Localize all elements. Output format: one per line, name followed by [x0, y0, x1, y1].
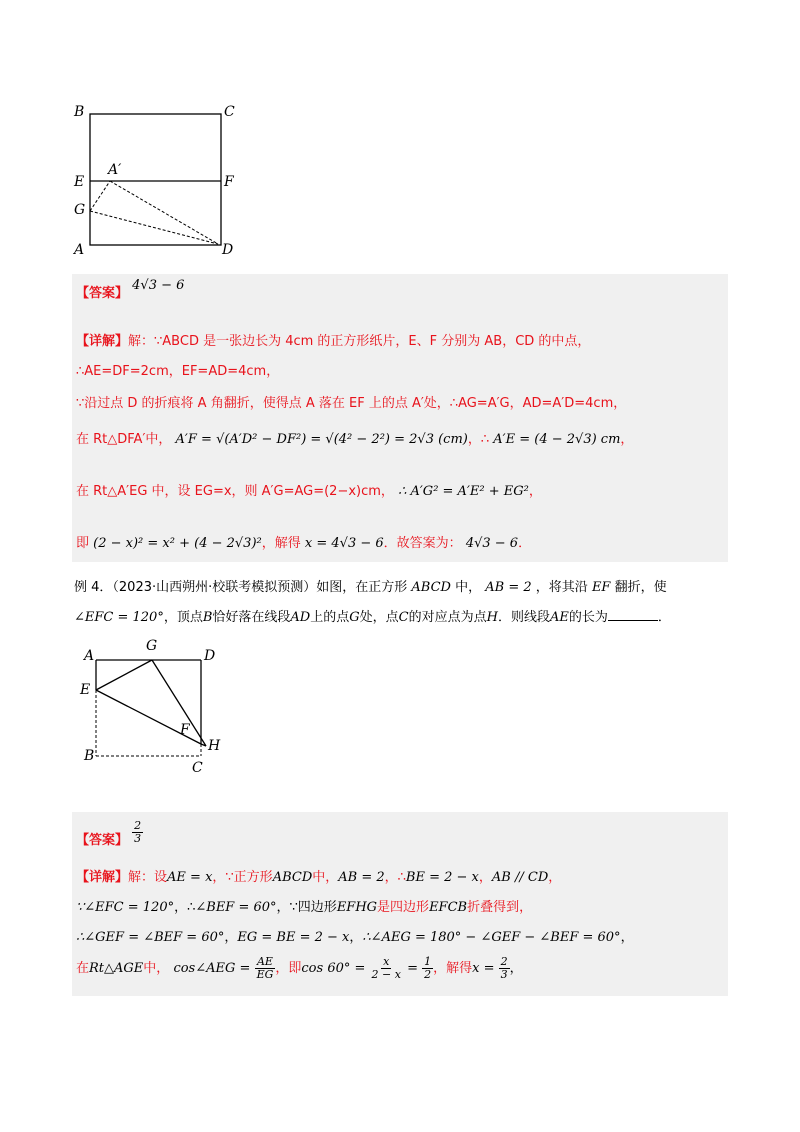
answer-2-den: 3 — [134, 832, 142, 845]
ex4-l1-c: ，将其沿 — [535, 580, 588, 595]
detail-1-line-3 — [76, 392, 626, 411]
d2-l4-frac-ae-eg — [255, 956, 276, 981]
d2-l1-m4: BE = 2 − x — [405, 870, 479, 885]
detail-1-line-4-prefix: 在 Rt△DFA′中， — [76, 432, 172, 447]
answer-2-tag: 【答案】 — [76, 833, 129, 848]
ex4-l2-b: 恰好落在线段 — [212, 610, 291, 625]
d2-l4-m3: cos 60° = — [301, 961, 366, 976]
frac1-den: EG — [256, 968, 274, 981]
answer-2-fraction — [132, 820, 143, 845]
fig2-label-c: C — [192, 760, 203, 776]
d2-l2-m2: ∠BEF = 60° — [195, 900, 277, 915]
example-4-line-2 — [74, 606, 671, 625]
fold-a1-d — [110, 181, 218, 244]
ex4-l1-m1: ABCD — [411, 580, 451, 595]
d2-l2-m3: EFHG — [336, 900, 378, 915]
d2-l3-m3: ∴∠AEG = 180° − ∠GEF − ∠BEF = 60° — [362, 930, 621, 945]
detail-1-line-5 — [76, 480, 542, 499]
fig2-label-b: B — [84, 748, 95, 764]
fig1-label-d: D — [222, 242, 234, 258]
detail-1-line-6 — [76, 532, 531, 551]
ex4-l2-m1: ∠EFC = 120° — [74, 610, 164, 625]
seg-eg — [96, 660, 152, 690]
detail-1-line-5-math: ∴ A′G² = A′E² + EG² — [398, 484, 529, 499]
solution-block-1 — [72, 274, 728, 562]
d2-l3-b: ， — [349, 930, 363, 945]
detail-1-line-4 — [76, 428, 633, 447]
detail-1-line-5-prefix: 在 Rt△A′EG 中，设 EG=x，则 A′G=AG=(2−x)cm， — [76, 484, 394, 499]
ex4-l2-m2: B — [202, 610, 213, 625]
d2-l3-m1: ∴∠GEF = ∠BEF = 60° — [76, 930, 225, 945]
fig1-label-a: A — [74, 242, 85, 258]
ex4-l2-e: 的对应点为点 — [408, 610, 487, 625]
detail-1-line-4-end: ， — [620, 432, 634, 447]
detail-1-line-1-text: 解：∵ABCD 是一张边长为 4cm 的正方形纸片，E、F 分别为 AB，CD 的中点， — [128, 334, 591, 349]
d2-l2-a: ，∴ — [174, 900, 196, 915]
d2-l2-d: 折叠得到， — [467, 900, 533, 915]
detail-1-line-6-math2: x = 4√3 − 6 — [304, 536, 384, 551]
answer-2-num: 2 — [134, 819, 142, 832]
frac2-num: x — [383, 955, 390, 968]
answer-1-value: 4√3 − 6 — [132, 278, 185, 293]
fig2-label-h: H — [208, 738, 221, 754]
ex4-l1-a: 例 4．（2023·山西朔州·校联考模拟预测）如图，在正方形 — [74, 580, 408, 595]
frac4-den: 3 — [500, 968, 508, 981]
ex4-l1-b: 中， — [455, 580, 482, 595]
square-abcd — [90, 114, 221, 245]
fig2-label-f: F — [180, 722, 190, 738]
fig1-label-a-prime: A′ — [108, 162, 122, 178]
fig1-label-c: C — [224, 104, 235, 120]
d2-l2-m4: EFCB — [429, 900, 468, 915]
fig2-label-a: A — [84, 648, 95, 664]
d2-l1-m1: AE = x — [167, 870, 213, 885]
detail-1-line-6-mid: ，解得 — [261, 536, 301, 551]
d2-l4-a: 在 — [76, 961, 90, 976]
detail-2-line-4 — [76, 956, 523, 981]
d2-l4-frac-x — [370, 956, 403, 981]
detail-1-line-6-math: (2 − x)² = x² + (4 − 2√3)² — [93, 536, 262, 551]
frac2-den: 2 − x — [371, 968, 401, 981]
detail-1-line-5-end: ， — [528, 484, 542, 499]
d2-l1-e: ， — [478, 870, 492, 885]
fig1-label-b: B — [74, 104, 85, 120]
detail-2-line-1 — [76, 866, 561, 885]
ex4-l2-g: 的长为 — [568, 610, 608, 625]
detail-1-line-2 — [76, 360, 279, 379]
fig2-label-g: G — [146, 638, 158, 654]
detail-1-line-2-text: ∴AE=DF=2cm，EF=AD=4cm， — [76, 364, 280, 379]
detail-2-tag: 【详解】 — [76, 870, 129, 885]
d2-l4-m1: Rt△AGE — [89, 961, 144, 976]
d2-l4-c: ，即 — [275, 961, 302, 976]
detail-1-line-4-sep: ，∴ — [467, 432, 490, 447]
detail-1-line-4-math: A′F = √(A′D² − DF²) = √(4² − 2²) = 2√3 (cm) — [175, 432, 468, 447]
answer-2 — [76, 819, 143, 848]
ex4-l2-c: 上的点 — [310, 610, 350, 625]
fold-g-a1 — [90, 181, 110, 211]
answer-1-tag: 【答案】 — [76, 286, 129, 301]
d2-l1-d: ，∴ — [384, 870, 406, 885]
fig1-label-g: G — [74, 202, 86, 218]
d2-l4-d: ，解得 — [433, 961, 473, 976]
ex4-l2-m5: C — [398, 610, 409, 625]
detail-1-line-1 — [76, 330, 590, 349]
ex4-l2-a: ，顶点 — [163, 610, 203, 625]
detail-1-line-6-end: ． — [518, 536, 532, 551]
d2-l4-m2: cos∠AEG = — [173, 961, 251, 976]
frac3-den: 2 — [424, 968, 432, 981]
fig1-label-e: E — [74, 174, 85, 190]
d2-l1-a: 解：设 — [128, 870, 168, 885]
detail-1-line-4-math2: A′E = (4 − 2√3) cm — [493, 432, 621, 447]
d2-l2-m1: ∵∠EFC = 120° — [76, 900, 175, 915]
fig1-label-f: F — [224, 174, 234, 190]
detail-1-tag: 【详解】 — [76, 334, 129, 349]
d2-l2-c: 是四边形 — [377, 900, 430, 915]
d2-l3-c: ， — [620, 930, 634, 945]
ex4-l2-end: ． — [657, 610, 671, 625]
d2-l4-eq: = — [407, 961, 418, 976]
frac1-num: AE — [256, 955, 273, 968]
d2-l4-frac-result — [499, 956, 510, 981]
detail-2-line-3 — [76, 926, 634, 945]
detail-1-line-3-text: ∵沿过点 D 的折痕将 A 角翻折，使得点 A 落在 EF 上的点 A′处，∴AG=A′G，AD=A′D=4cm， — [76, 396, 627, 411]
d2-l1-m3: AB = 2 — [338, 870, 385, 885]
ex4-l1-m3: EF — [591, 580, 611, 595]
d2-l4-b: 中， — [143, 961, 170, 976]
frac3-num: 1 — [424, 955, 432, 968]
detail-2-line-2 — [76, 896, 532, 915]
example-4-line-1 — [74, 576, 667, 595]
figure-1-square-fold — [60, 96, 250, 266]
d2-l4-m4: x = — [472, 961, 495, 976]
ex4-l2-m4: G — [349, 610, 360, 625]
detail-1-line-6-mid2: ．故答案为： — [383, 536, 462, 551]
ex4-l2-d: 处，点 — [359, 610, 399, 625]
frac4-num: 2 — [500, 955, 508, 968]
detail-1-line-6-math3: 4√3 − 6 — [465, 536, 519, 551]
ex4-l2-f: ．则线段 — [497, 610, 550, 625]
ex4-l2-m3: AD — [290, 610, 311, 625]
answer-blank[interactable] — [608, 620, 658, 621]
d2-l1-b: ，∵正方形 — [212, 870, 273, 885]
d2-l4-e: ， — [509, 961, 523, 976]
d2-l1-m5: AB // CD — [491, 870, 549, 885]
fig2-label-d: D — [204, 648, 216, 664]
d2-l3-a: ， — [224, 930, 238, 945]
d2-l2-b: ，∵四边形 — [276, 900, 337, 915]
ex4-l2-m6: H — [486, 610, 498, 625]
d2-l1-f: ， — [548, 870, 562, 885]
answer-1 — [76, 278, 185, 301]
d2-l1-m2: ABCD — [272, 870, 313, 885]
ex4-l1-m2: AB = 2 — [485, 580, 532, 595]
d2-l4-frac-half — [422, 956, 433, 981]
d2-l3-m2: EG = BE = 2 − x — [237, 930, 350, 945]
d2-l1-c: 中， — [312, 870, 339, 885]
ex4-l1-d: 翻折，使 — [614, 580, 667, 595]
ex4-l2-m7: AE — [549, 610, 569, 625]
fold-g-d — [90, 211, 218, 244]
detail-1-line-6-prefix: 即 — [76, 536, 90, 551]
fig2-label-e: E — [80, 682, 91, 698]
